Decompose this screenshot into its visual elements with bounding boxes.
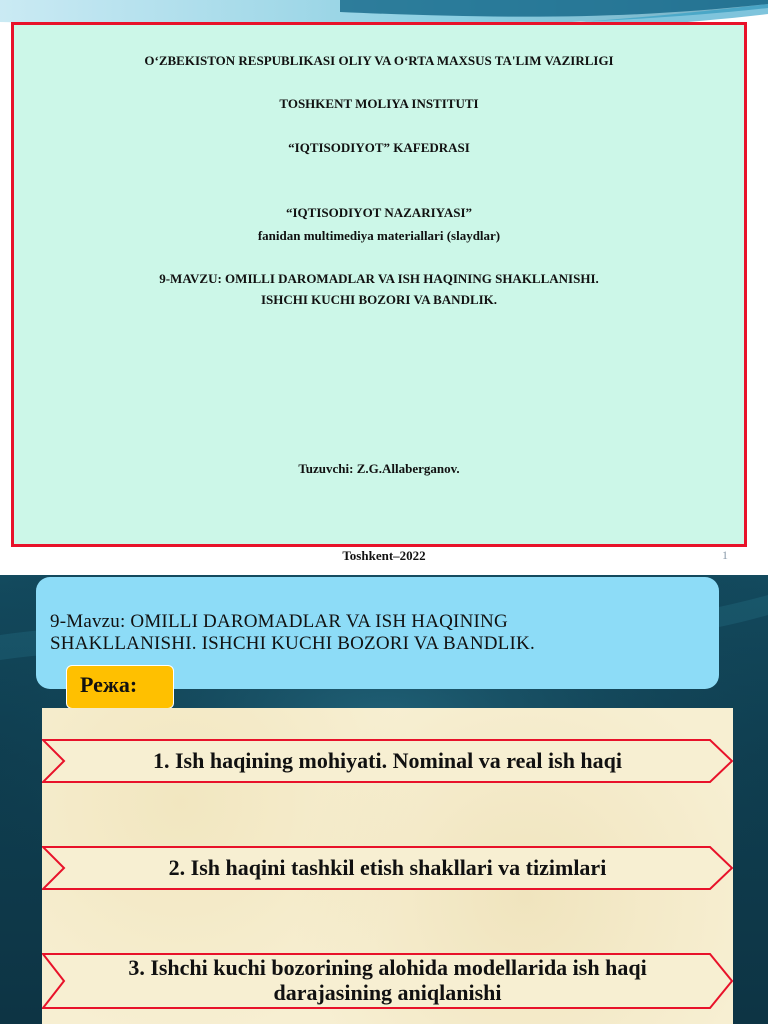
plan-item-label-line-1: 3. Ishchi kuchi bozorining alohida modellarida ish haqi [128,955,647,980]
plan-item-label: 1. Ish haqining mohiyati. Nominal va real ish haqi [152,748,623,773]
topic-line-2: SHAKLLANISHI. ISHCHI KUCHI BOZORI VA BANDLIK. [50,633,535,654]
plan-item-label-line-2: darajasining aniqlanishi [273,980,502,1005]
department-name: “IQTISODIYOT” KAFEDRASI [288,140,470,155]
ministry-name: O‘ZBEKISTON RESPUBLIKASI OLIY VA O‘RTA MAXSUS TA'LIM VAZIRLIGI [144,53,614,68]
author: Tuzuvchi: Z.G.Allaberganov. [298,461,460,476]
topic-line-2: ISHCHI KUCHI BOZORI VA BANDLIK. [260,292,498,307]
plan-panel [42,708,733,1024]
institute-name: TOSHKENT MOLIYA INSTITUTI [279,96,479,111]
plan-slide [0,575,768,1024]
course-title: “IQTISODIYOT NAZARIYASI” [285,205,473,220]
city-year: Toshkent–2022 [342,548,426,563]
plan-item-1 [42,739,733,783]
title-frame [11,22,747,547]
slide-number: 1 [722,548,728,562]
plan-badge: Режа: [66,665,174,709]
plan-item-3 [42,953,733,1009]
topic-line-1: 9-MAVZU: OMILLI DAROMADLAR VA ISH HAQINING SHAKLLANISHI. [159,271,599,286]
plan-item-2 [42,846,733,890]
course-subtitle: fanidan multimediya materiallari (slaydlar) [257,228,501,243]
plan-item-label: 2. Ish haqini tashkil etish shakllari va tizimlari [168,855,607,880]
topic-line-1: 9-Mavzu: OMILLI DAROMADLAR VA ISH HAQINING [50,611,508,632]
